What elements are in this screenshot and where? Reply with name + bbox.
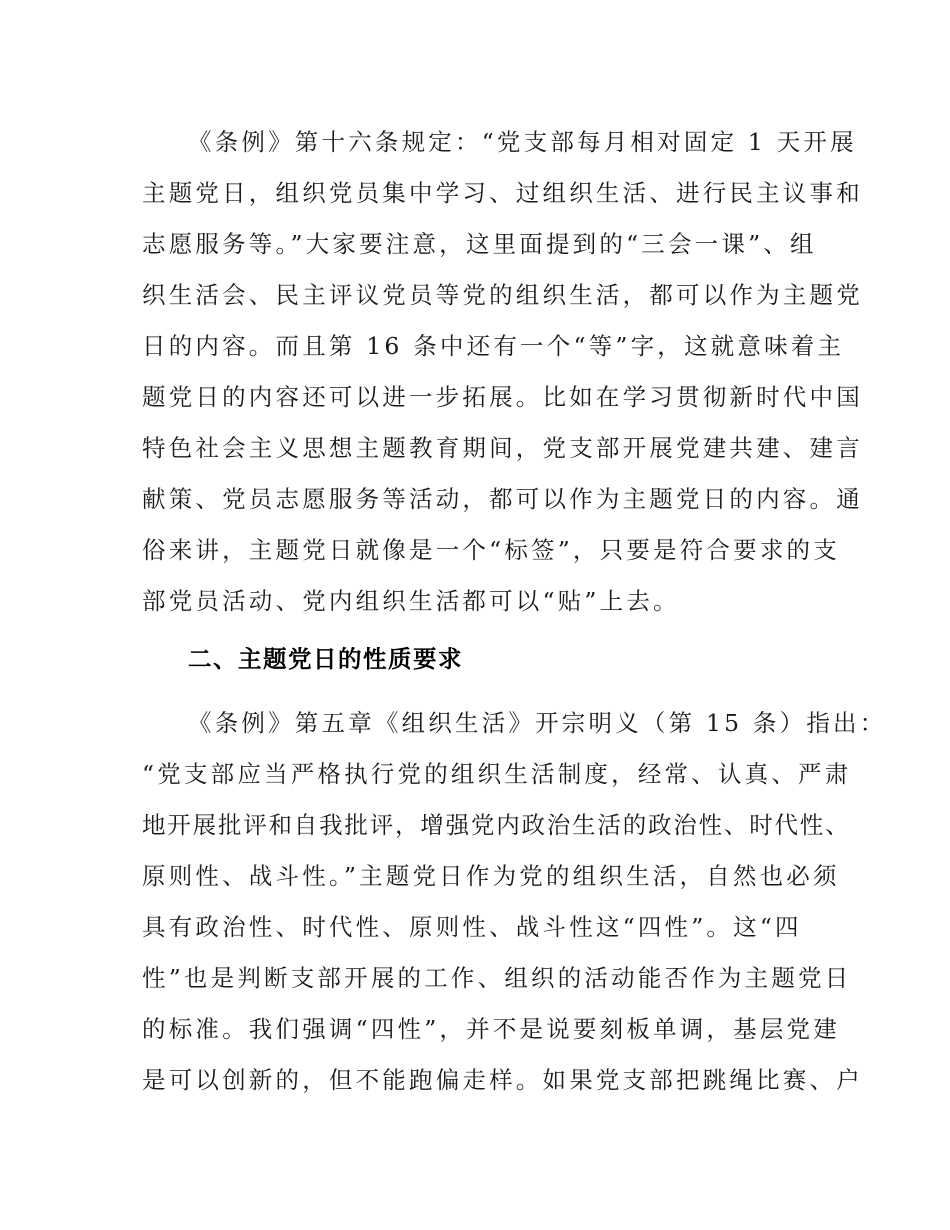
paragraph-1-line-5: 日的内容。而且第 16 条中还有一个“等”字，这就意味着主 — [142, 332, 845, 360]
section-heading: 二、主题党日的性质要求 — [188, 645, 463, 673]
paragraph-1-line-6: 题党日的内容还可以进一步拓展。比如在学习贯彻新时代中国 — [142, 383, 863, 411]
paragraph-2-line-1: 《条例》第五章《组织生活》开宗明义（第 15 条）指出： — [188, 709, 887, 737]
paragraph-1-line-4: 织生活会、民主评议党员等党的组织生活，都可以作为主题党 — [142, 281, 863, 309]
paragraph-2-line-8: 是可以创新的，但不能跑偏走样。如果党支部把跳绳比赛、户 — [142, 1066, 863, 1094]
paragraph-1-line-10: 部党员活动、党内组织生活都可以“贴”上去。 — [142, 587, 680, 615]
paragraph-1-line-8: 献策、党员志愿服务等活动，都可以作为主题党日的内容。通 — [142, 485, 863, 513]
paragraph-1-line-1: 《条例》第十六条规定：“党支部每月相对固定 1 天开展 — [188, 128, 857, 156]
paragraph-1-line-9: 俗来讲，主题党日就像是一个“标签”，只要是符合要求的支 — [142, 536, 840, 564]
paragraph-2-line-4: 原则性、战斗性。”主题党日作为党的组织生活，自然也必须 — [142, 862, 840, 890]
paragraph-1-line-2: 主题党日，组织党员集中学习、过组织生活、进行民主议事和 — [142, 179, 863, 207]
paragraph-2-line-5: 具有政治性、时代性、原则性、战斗性这“四性”。这“四 — [142, 913, 802, 941]
paragraph-2-line-7: 的标准。我们强调“四性”，并不是说要刻板单调，基层党建 — [142, 1015, 840, 1043]
paragraph-1-line-7: 特色社会主义思想主题教育期间，党支部开展党建共建、建言 — [142, 434, 863, 462]
paragraph-2-line-2: “党支部应当严格执行党的组织生活制度，经常、认真、严肃 — [142, 760, 852, 788]
paragraph-1-line-3: 志愿服务等。”大家要注意，这里面提到的“三会一课”、组 — [142, 230, 817, 258]
paragraph-2-line-6: 性”也是判断支部开展的工作、组织的活动能否作为主题党日 — [142, 964, 852, 992]
paragraph-2-line-3: 地开展批评和自我批评，增强党内政治生活的政治性、时代性、 — [142, 811, 851, 839]
